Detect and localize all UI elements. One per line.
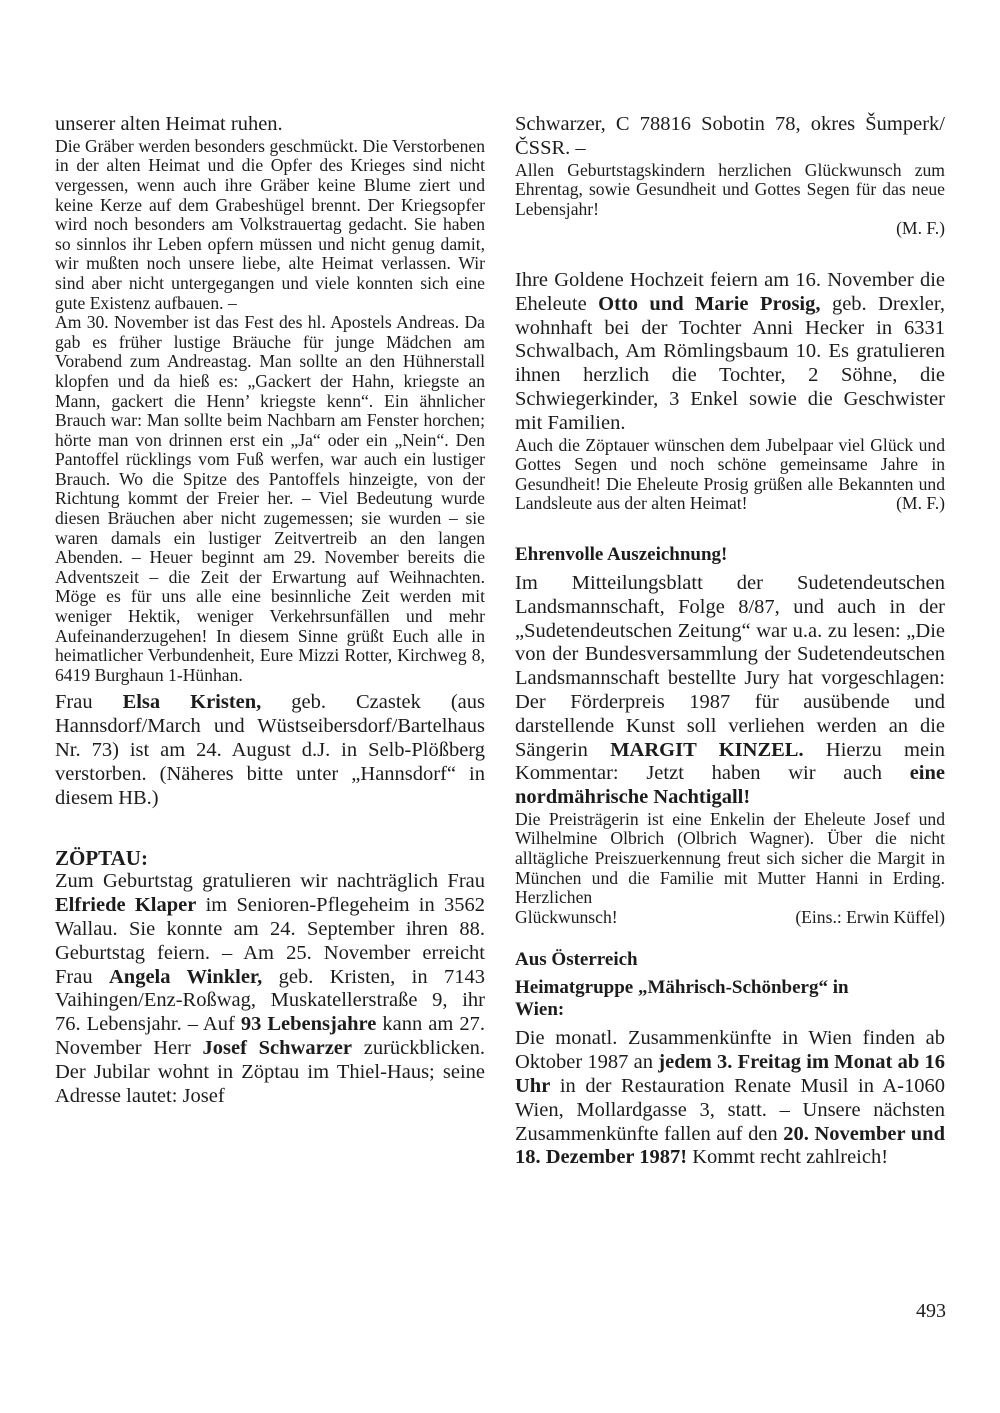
paragraph-golden-wishes: Auch die Zöptauer wünschen dem Jubelpaar viel Glück und Gottes Segen und noch schöne gemeinsame Jahre in Gesundheit! Die Eheleute Prosig grüßen alle Bekannten und Landsleute aus der alten Heimat! xyxy=(515,434,945,514)
paragraph-address-continuation: Schwarzer, C 78816 Sobotin 78, okres Šumperk/ČSSR. – xyxy=(515,113,945,159)
section-heading-vienna: Heimatgruppe „Mährisch-Schönberg“ in Wien: xyxy=(515,977,849,1021)
signature-erwin-kueffel: (Eins.: Erwin Küffel) xyxy=(795,906,945,927)
paragraph-birthday-wishes: Allen Geburtstagskindern herzlichen Glückwunsch zum Ehrentag, sowie Gesundheit und Gottes Segen für das neue Lebensjahr! xyxy=(515,159,945,219)
page-number: 493 xyxy=(916,1300,946,1322)
paragraph-andreas: Am 30. November ist das Fest des hl. Apostels Andreas. Da gab es früher lustige Bräuche für junge Mädchen am Vorabend zum Andreastag. Man sollte an den Hühnerstall klopfen und da hieß es: „Gackert der Hahn, kriegste an Mann, gackert die Henn’ kriegste kenn“. Ein ähnlicher Brauch war: Man sollte beim Nachbarn am Fenster horchen; hörte man von drinnen erst ein „Ja“ oder ein „Nein“. Den Pantoffel rücklings vom Fuß werfen, war auch ein lustiger Brauch. Wo die Spitze des Pantoffels hinzeigte, von der Richtung kommt der Freier her. – Viel Bedeutung wurde diesen Bräuchen aber nicht zugemessen; sie wurden – sie waren damals ein lustiger Zeitvertreib an den langen Abenden. – Heuer beginnt am 29. November bereits die Adventszeit – die Zeit der Erwartung auf Weihnachten. Möge es für uns alle eine besinnliche Zeit werden mit weniger Hektik, weniger Verkehrsunfällen und mehr Aufeinanderzugehen! In diesem Sinne grüßt Euch alle in heimatlicher Verbundenheit, Eure Mizzi Rotter, Kirchweg 8, 6419 Burghaun 1-Hünhan. xyxy=(55,312,485,685)
paragraph-graves: Die Gräber werden besonders geschmückt. Die Verstorbenen in der alten Heimat und die Opfer des Krieges sind nicht vergessen, wenn auch ihre Gräber keine Blume ziert und keine Kerze auf dem Grabeshügel brennt. Der Kriegsopfer wird noch besonders am Volkstrauertag gedacht. Sie haben so sinnlos ihr Leben opfern müssen und nicht genug damit, wir mußten noch unsere liebe, alte Heimat verlassen. Wir sind aber nicht untergegangen und viele konnten sich eine gute Existenz aufbauen. – xyxy=(55,135,485,313)
left-column xyxy=(55,113,485,1108)
award-signature-line: Glückwunsch! (Eins.: Erwin Küffel) xyxy=(515,906,945,927)
section-heading-zoeptau: ZÖPTAU: xyxy=(55,846,148,871)
paragraph-golden-wedding: Ihre Goldene Hochzeit feiern am 16. November die Eheleute Otto und Marie Prosig, geb. Drexler, wohnhaft bei der Tochter Anni Hecker in 6331 Schwalbach, Am Römlingsbaum 10. Es gratulieren ihnen herzlich die Tochter, 2 Söhne, die Schwiegerkinder, 3 Enkel sowie die Geschwister mit Familien. xyxy=(515,268,945,434)
right-column xyxy=(515,113,945,1170)
paragraph-award-details: Die Preisträgerin ist eine Enkelin der Eheleute Josef und Wilhelmine Olbrich (Olbrich Wagner). Über die nicht alltägliche Preiszuerkennung freut sich sicher die Margit in München und die Familie mit Mutter Hanni in Erding. Herzlichen xyxy=(515,808,945,908)
signature-mf-2: (M. F.) xyxy=(896,493,945,514)
paragraph-vienna-meetings: Die monatl. Zusammenkünfte in Wien finden ab Oktober 1987 an jedem 3. Freitag im Monat ab 16 Uhr in der Restauration Renate Musil in A-1060 Wien, Mollardgasse 3, statt. – Unsere nächsten Zusammenkünfte fallen auf den 20. November und 18. Dezember 1987! Kommt recht zahlreich! xyxy=(515,1027,945,1169)
signature-mf: (M. F.) xyxy=(896,218,945,239)
paragraph-award: Im Mitteilungsblatt der Sudetendeutschen Landsmannschaft, Folge 8/87, und auch in der „Sudetendeutschen Zeitung“ war u.a. zu lesen: „Die von der Bundesversammlung der Sudetendeutschen Landsmannschaft bestellte Jury hat vorgeschlagen: Der Förderpreis 1987 für ausübende und darstellende Kunst soll verliehen werden an die Sängerin MARGIT KINZEL. Hierzu mein Kommentar: Jetzt haben wir auch eine nordmährische Nachtigall! xyxy=(515,571,946,809)
name-elsa-kristen: Elsa Kristen, xyxy=(122,691,262,714)
paragraph-obituary-kristen: Frau Elsa Kristen, geb. Czastek (aus Hannsdorf/March und Wüstseibersdorf/Bartelhaus Nr. 73) ist am 24. August d.J. in Selb-Plößberg verstorben. (Näheres bitte unter „Hannsdorf“ in diesem HB.) xyxy=(55,691,485,809)
section-heading-award: Ehrenvolle Auszeichnung! xyxy=(515,543,728,565)
section-heading-austria: Aus Österreich xyxy=(515,949,638,971)
paragraph-continuation: unserer alten Heimat ruhen. xyxy=(55,113,283,135)
paragraph-birthdays: Zum Geburtstag gratulieren wir nachträglich Frau Elfriede Klaper im Senioren-Pflegeheim in 3562 Wallau. Sie konnte am 24. September ihren 88. Geburtstag feiern. – Am 25. November erreicht Frau Angela Winkler, geb. Kristen, in 7143 Vaihingen/Enz-Roßwag, Muskatellerstraße 9, ihr 76. Lebensjahr. – Auf 93 Lebensjahre kann am 27. November Herr Josef Schwarzer zurückblicken. Der Jubilar wohnt in Zöptau im Thiel-Haus; seine Adresse lautet: Josef xyxy=(55,870,485,1107)
